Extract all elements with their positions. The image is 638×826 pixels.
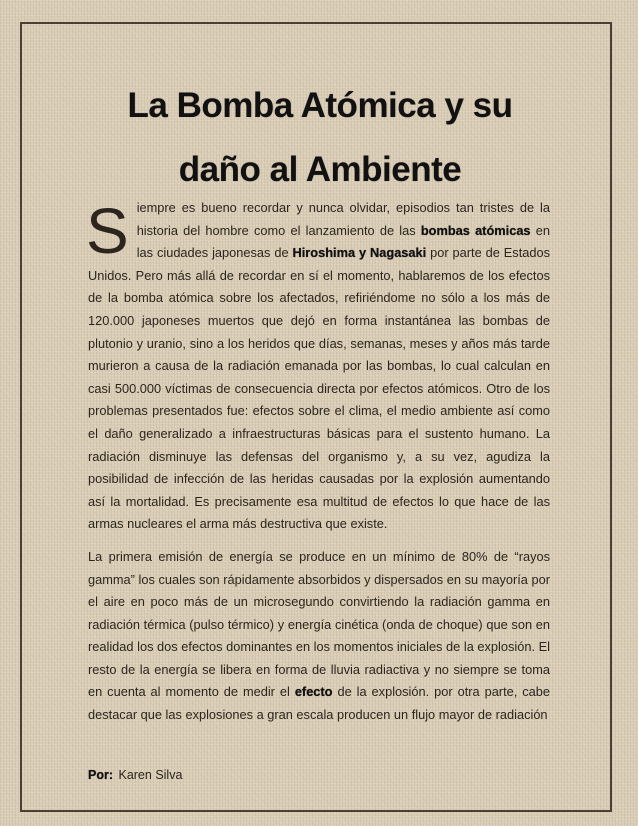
paragraph-1-text-a: iempre es bueno recordar y nunca olvidar, episodios tan tristes de la historia del hombre como el lanzamiento de las: [136, 200, 550, 238]
highlight-efecto: efecto: [294, 684, 333, 700]
paragraph-2-text-a: La primera emisión de energía se produce en un mínimo de 80% de “rayos gamma” los cuales son rápidamente absorbidos y dispersados en su mayoría por el aire en poco más de un microsegundo convirtiendo la radiación gamma en radiación térmica (pulso térmico) y energía cinética (onda de choque) que son en realidad los dos efectos dominantes en los momentos iniciales de la explosión. El resto de la energía se libera en forma de lluvia radiactiva y no siempre se toma en cuenta al momento de medir el: [88, 548, 550, 700]
paragraph-1-text-c: por parte de Estados Unidos. Pero más allá de recordar en sí el momento, hablaremos de los efectos de la bomba atómica sobre los afectados, refiriéndome no sólo a los más de 120.000 japoneses muertos que dejó en forma instantánea las bombas de plutonio y uranio, sino a los heridos que días, semanas, meses y años más tarde murieron a causa de la radiación emanada por las bombas, lo cual calculan en casi 500.000 víctimas de consecuencia directa por efectos atómicos. Otro de los problemas presentados fue: efectos sobre el clima, el medio ambiente así como el daño generalizado a infraestructuras básicas para el sustento humano. La radiación disminuye las defensas del organismo y, a su vez, agudiza la posibilidad de infección de las heridas causadas por la explosión aumentando así la mortalidad. Es precisamente esa multitud de efectos lo que hace de las armas nucleares el arma más destructiva que existe.: [88, 245, 550, 532]
paragraph-1-text-b: en las ciudades japonesas de: [136, 222, 550, 261]
highlight-hiroshima-nagasaki: Hiroshima y Nagasaki: [292, 245, 427, 261]
highlight-bombas-atomicas: bombas atómicas: [420, 222, 531, 238]
document-title-line1: La Bomba Atómica y su: [127, 86, 513, 125]
document-title-line2: daño al Ambiente: [178, 150, 462, 189]
author-label: Por:: [88, 768, 113, 782]
paragraph-2: [88, 546, 550, 727]
drop-cap: S: [86, 195, 129, 267]
paragraph-1: [88, 197, 550, 536]
paragraph-2-text-b: de la explosión. por otra parte, cabe destacar que las explosiones a gran escala producen un flujo mayor de radiación: [88, 684, 550, 723]
author-name: Karen Silva: [118, 768, 183, 782]
author-footer: [88, 768, 182, 782]
document-body: [88, 197, 550, 727]
